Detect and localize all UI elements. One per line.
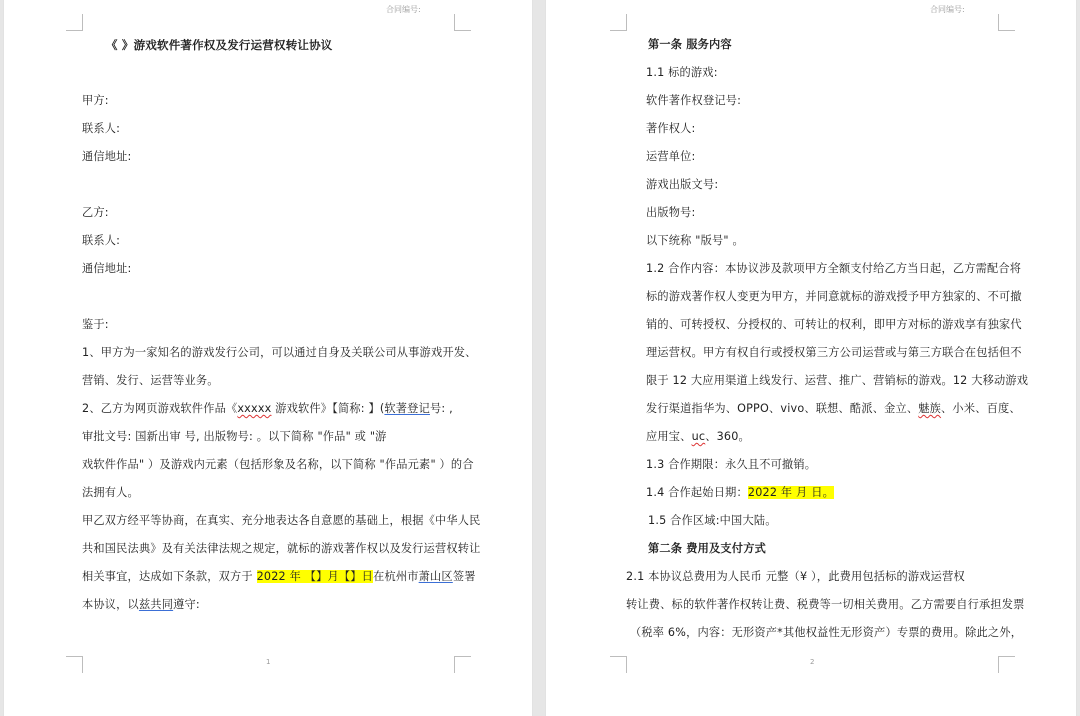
party-a-label: 甲方: [82, 94, 109, 107]
highlighted-date: 2022 年 【】月【】日 [256, 570, 374, 583]
spellcheck-word: uc [691, 430, 706, 443]
preamble-line-2: 共和国民法典》及有关法律法规之规定，就标的游戏著作权以及发行运营权转让 [82, 542, 481, 555]
recital-2-line-3: 戏软件作品" ）及游戏内元素（包括形象及名称，以下简称 "作品元素" ）的合 [82, 458, 474, 471]
clause-1-4 [646, 486, 834, 500]
text-run: 、360。 [705, 430, 750, 443]
text-run: 1.4 合作起始日期： [646, 486, 748, 499]
margin-corner-mark [454, 656, 471, 673]
clause-1-2-line-3: 销的、可转授权、分授权的、可转让的权利，即甲方对标的游戏享有独家代 [646, 318, 1022, 331]
clause-2-1-line-1: 2.1 本协议总费用为人民币 元整（¥ ），此费用包括标的游戏运营权 [626, 570, 965, 583]
highlighted-date: 2022 年 月 日。 [747, 486, 834, 499]
text-run: 应用宝、 [646, 430, 692, 443]
text-run: 在杭州市 [373, 570, 419, 583]
clause-1-2-line-1: 1.2 合作内容：本协议涉及款项甲方全额支付给乙方当日起，乙方需配合将 [646, 262, 1022, 275]
contract-number-label: 合同编号: [386, 5, 421, 14]
document-page-2 [546, 0, 1076, 716]
party-b-contact: 联系人: [82, 234, 121, 247]
clause-2-1-line-3: （税率 6%，内容：无形资产*其他权益性无形资产）专票的费用。除此之外， [630, 626, 1023, 639]
publication-item-no: 出版物号: [646, 206, 696, 219]
margin-corner-mark [610, 656, 627, 673]
whereas-label: 鉴于: [82, 318, 109, 331]
contract-number-label: 合同编号: [930, 5, 965, 14]
party-b-label: 乙方: [82, 206, 109, 219]
margin-corner-mark [454, 14, 471, 31]
margin-corner-mark [998, 14, 1015, 31]
text-run: 发行渠道指华为、OPPO、vivo、联想、酷派、金立、 [646, 402, 919, 415]
document-title: 《 》游戏软件著作权及发行运营权转让协议 [106, 38, 333, 52]
spellcheck-word: 魅族 [918, 402, 942, 415]
grammar-flag-word: 软著登记 [384, 402, 430, 415]
clause-1-2-line-5: 限于 12 大应用渠道上线发行、运营、推广、营销标的游戏。12 大移动游戏 [646, 374, 1029, 387]
article-1-title: 第一条 服务内容 [648, 38, 732, 51]
page-number: 1 [266, 658, 271, 666]
party-a-address: 通信地址: [82, 150, 132, 163]
text-run: 游戏软件》【简称: 】( [271, 402, 385, 415]
clause-1-2-line-4: 理运营权。甲方有权自行或授权第三方公司运营或与第三方联合在包括但不 [646, 346, 1022, 359]
recital-2-line-4: 法拥有人。 [82, 486, 139, 499]
article-2-title: 第二条 费用及支付方式 [648, 542, 766, 555]
preamble-line-3 [82, 570, 476, 584]
preamble-line-1: 甲乙双方经平等协商，在真实、充分地表达各自意愿的基础上，根据《中华人民 [82, 514, 481, 527]
grammar-flag-word: 萧山区 [418, 570, 453, 583]
text-run: 签署 [452, 570, 476, 583]
margin-corner-mark [998, 656, 1015, 673]
clause-1-2-line-7 [646, 430, 750, 444]
text-run: 相关事宜，达成如下条款，双方于 [82, 570, 257, 583]
clause-1-2-line-6 [646, 402, 1021, 416]
clause-2-1-line-2: 转让费、标的软件著作权转让费、税费等一切相关费用。乙方需要自行承担发票 [626, 598, 1025, 611]
margin-corner-mark [610, 14, 627, 31]
text-run: 2、乙方为网页游戏软件作品《 [82, 402, 238, 415]
text-run: 本协议，以 [82, 598, 139, 611]
referred-as: 以下统称 "版号" 。 [646, 234, 744, 247]
page-number: 2 [810, 658, 815, 666]
party-b-address: 通信地址: [82, 262, 132, 275]
clause-1-5: 1.5 合作区域:中国大陆。 [648, 514, 777, 527]
recital-1-line-2: 营销、发行、运营等业务。 [82, 374, 219, 387]
grammar-flag-word: 兹共同 [138, 598, 174, 611]
party-a-contact: 联系人: [82, 122, 121, 135]
recital-2-line-1 [82, 402, 453, 416]
clause-1-3: 1.3 合作期限：永久且不可撤销。 [646, 458, 817, 471]
software-reg-no: 软件著作权登记号: [646, 94, 742, 107]
recital-2-line-2: 审批文号: 国新出审 号, 出版物号: 。以下简称 "作品" 或 "游 [82, 430, 387, 443]
clause-1-2-line-2: 标的游戏著作权人变更为甲方，并同意就标的游戏授予甲方独家的、不可撤 [646, 290, 1022, 303]
game-publication-no: 游戏出版文号: [646, 178, 719, 191]
clause-1-1: 1.1 标的游戏: [646, 66, 718, 79]
margin-corner-mark [66, 14, 83, 31]
recital-1-line-1: 1、甲方为一家知名的游戏发行公司，可以通过自身及关联公司从事游戏开发、 [82, 346, 477, 359]
operating-unit: 运营单位: [646, 150, 696, 163]
text-run: 遵守: [173, 598, 200, 611]
document-page-1 [4, 0, 532, 716]
preamble-line-4 [82, 598, 200, 612]
text-run: 号: , [429, 402, 453, 415]
margin-corner-mark [66, 656, 83, 673]
spellcheck-word: xxxxx [237, 402, 272, 415]
copyright-owner: 著作权人: [646, 122, 696, 135]
text-run: 、小米、百度、 [941, 402, 1021, 415]
